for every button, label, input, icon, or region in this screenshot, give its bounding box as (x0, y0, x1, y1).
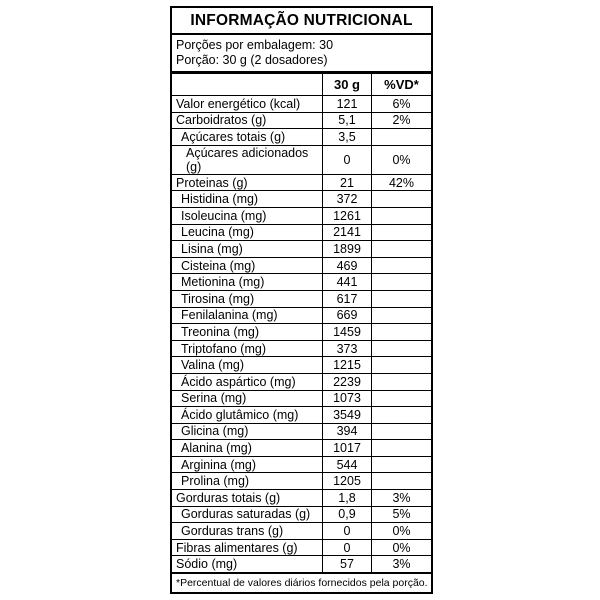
nutrient-amount: 394 (322, 424, 371, 440)
nutrient-label: Fibras alimentares (g) (176, 540, 298, 555)
nutrient-amount: 2239 (322, 374, 371, 390)
table-row (172, 208, 431, 225)
nutrient-label: Tirosina (mg) (181, 291, 255, 306)
nutrient-dv (371, 374, 431, 390)
table-row (172, 490, 431, 507)
nutrient-label: Serina (mg) (181, 391, 247, 406)
header-dv-cell: %VD* (371, 74, 431, 95)
nutrient-amount: 0 (322, 523, 371, 539)
nutrient-dv: 3% (371, 490, 431, 506)
nutrient-dv (371, 357, 431, 373)
table-row (172, 407, 431, 424)
nutrient-label: Cisteina (mg) (181, 258, 256, 273)
nutrient-amount: 0 (322, 146, 371, 174)
nutrient-label: Açúcares totais (g) (181, 129, 286, 144)
nutrient-label: Gorduras trans (g) (181, 524, 284, 539)
table-row (172, 241, 431, 258)
serving-size: Porção: 30 g (2 dosadores) (176, 53, 328, 67)
nutrient-label: Fenilalanina (mg) (181, 308, 278, 323)
nutrient-dv: 3% (371, 556, 431, 572)
nutrient-amount: 57 (322, 556, 371, 572)
nutrient-amount: 2141 (322, 225, 371, 241)
nutrient-dv (371, 258, 431, 274)
nutrient-label: Valor energético (kcal) (176, 96, 301, 111)
table-row (172, 507, 431, 524)
nutrient-dv (371, 391, 431, 407)
table-row (172, 175, 431, 192)
nutrient-amount: 373 (322, 341, 371, 357)
nutrient-dv (371, 473, 431, 489)
nutrient-amount: 617 (322, 291, 371, 307)
nutrient-amount: 5,1 (322, 113, 371, 129)
nutrient-label: Histidina (mg) (181, 192, 259, 207)
nutrient-amount: 1215 (322, 357, 371, 373)
nutrient-label: Ácido glutâmico (mg) (181, 407, 299, 422)
table-row (172, 96, 431, 113)
nutrient-dv: 0% (371, 146, 431, 174)
nutrient-dv (371, 324, 431, 340)
nutrient-label: Triptofano (mg) (181, 341, 266, 356)
nutrient-dv (371, 308, 431, 324)
table-row (172, 457, 431, 474)
nutrient-amount: 372 (322, 191, 371, 207)
table-row (172, 291, 431, 308)
table-row (172, 473, 431, 490)
table-row (172, 129, 431, 146)
table-row (172, 258, 431, 275)
daily-value-footnote: *Percentual de valores diários fornecidos pela porção. (176, 577, 428, 589)
table-row (172, 424, 431, 441)
nutrient-label: Glicina (mg) (181, 424, 249, 439)
nutrient-amount: 469 (322, 258, 371, 274)
nutrient-dv: 6% (371, 96, 431, 112)
table-row (172, 391, 431, 408)
nutrient-label: Arginina (mg) (181, 457, 257, 472)
table-row (172, 308, 431, 325)
nutrient-label: Metionina (mg) (181, 275, 265, 290)
nutrient-amount: 441 (322, 274, 371, 290)
nutrient-dv (371, 129, 431, 145)
nutrient-amount: 1073 (322, 391, 371, 407)
table-row (172, 191, 431, 208)
nutrient-label: Lisina (mg) (181, 241, 243, 256)
nutrient-amount: 3,5 (322, 129, 371, 145)
table-row (172, 357, 431, 374)
nutrient-label: Carboidratos (g) (176, 113, 267, 128)
nutrient-label: Proteinas (g) (176, 175, 248, 190)
nutrient-dv (371, 191, 431, 207)
nutrient-amount: 669 (322, 308, 371, 324)
table-row (172, 540, 431, 557)
nutrient-label: Açúcares adicionados (g) (186, 145, 309, 174)
nutrient-amount: 1017 (322, 440, 371, 456)
nutrient-dv (371, 274, 431, 290)
nutrient-amount: 3549 (322, 407, 371, 423)
nutrient-dv (371, 407, 431, 423)
nutrition-title: INFORMAÇÃO NUTRICIONAL (172, 8, 431, 35)
table-row (172, 341, 431, 358)
nutrient-amount: 0 (322, 540, 371, 556)
nutrient-dv (371, 291, 431, 307)
nutrient-label: Gorduras totais (g) (176, 490, 281, 505)
nutrient-amount: 0,9 (322, 507, 371, 523)
nutrient-dv (371, 241, 431, 257)
table-row (172, 324, 431, 341)
nutrient-amount: 21 (322, 175, 371, 191)
nutrient-amount: 1205 (322, 473, 371, 489)
nutrient-label: Sódio (mg) (176, 557, 238, 572)
header-amount-cell: 30 g (322, 74, 371, 95)
nutrient-label: Ácido aspártico (mg) (181, 374, 296, 389)
nutrient-amount: 1459 (322, 324, 371, 340)
nutrient-label: Gorduras saturadas (g) (181, 507, 311, 522)
nutrition-table (172, 74, 431, 574)
nutrition-label (170, 6, 433, 594)
nutrient-amount: 1261 (322, 208, 371, 224)
table-row (172, 146, 431, 175)
nutrient-dv (371, 440, 431, 456)
table-row (172, 374, 431, 391)
table-row (172, 556, 431, 572)
nutrient-amount: 1899 (322, 241, 371, 257)
nutrient-label: Alanina (mg) (181, 441, 252, 456)
table-row (172, 113, 431, 130)
header-label-cell (172, 74, 322, 95)
nutrient-dv (371, 208, 431, 224)
nutrient-amount: 1,8 (322, 490, 371, 506)
nutrient-label: Treonina (mg) (181, 324, 260, 339)
servings-per-package: Porções por embalagem: 30 (176, 38, 334, 52)
nutrient-amount: 121 (322, 96, 371, 112)
nutrient-dv: 0% (371, 540, 431, 556)
nutrient-amount: 544 (322, 457, 371, 473)
nutrient-label: Leucina (mg) (181, 225, 254, 240)
nutrient-dv (371, 341, 431, 357)
table-row (172, 225, 431, 242)
table-header-row (172, 74, 431, 96)
nutrient-dv: 2% (371, 113, 431, 129)
nutrient-label: Prolina (mg) (181, 474, 250, 489)
nutrient-dv (371, 225, 431, 241)
nutrient-label: Isoleucina (mg) (181, 208, 267, 223)
table-row (172, 440, 431, 457)
nutrient-dv (371, 457, 431, 473)
nutrient-dv (371, 424, 431, 440)
nutrient-label: Valina (mg) (181, 358, 244, 373)
nutrient-dv: 5% (371, 507, 431, 523)
nutrient-dv: 0% (371, 523, 431, 539)
table-row (172, 523, 431, 540)
serving-info (172, 35, 431, 74)
nutrient-dv: 42% (371, 175, 431, 191)
table-row (172, 274, 431, 291)
